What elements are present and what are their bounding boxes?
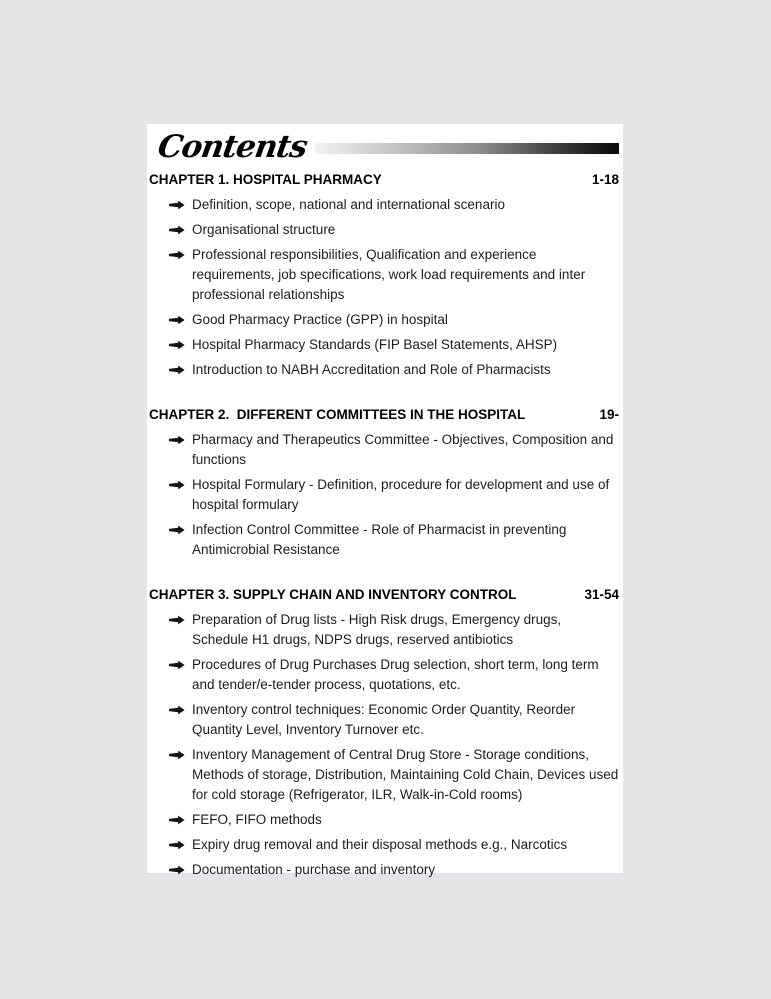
toc-item-text: Professional responsibilities, Qualification and experience requirements, job specifications, work load requirements and inter professional relationships <box>192 247 586 302</box>
arrow-right-icon <box>169 835 185 850</box>
arrow-right-icon <box>169 475 185 490</box>
toc-item <box>149 475 619 515</box>
chapter-page-range: 31-54 <box>584 587 619 602</box>
toc-item-text: Procedures of Drug Purchases Drug selection, short term, long term and tender/e-tender process, quotations, etc. <box>192 657 599 692</box>
arrow-right-icon <box>169 810 185 825</box>
chapter-heading: CHAPTER 2. DIFFERENT COMMITTEES IN THE HOSPITAL <box>149 407 526 422</box>
toc-item-text: Inventory Management of Central Drug Store - Storage conditions, Methods of storage, Distribution, Maintaining Cold Chain, Devices used for cold storage (Refrigerator, ILR, Walk-in-Cold rooms) <box>192 747 619 802</box>
chapter-section <box>149 405 619 560</box>
chapter-page-range: 19- <box>599 407 619 422</box>
toc-item <box>149 810 619 830</box>
toc-item-text: Preparation of Drug lists - High Risk drugs, Emergency drugs, Schedule H1 drugs, NDPS drugs, reserved antibiotics <box>192 612 562 647</box>
toc-list <box>149 170 619 880</box>
toc-item <box>149 835 619 855</box>
toc-item-text: Documentation - purchase and inventory <box>192 862 436 877</box>
toc-item <box>149 335 619 355</box>
chapter-section <box>149 585 619 880</box>
toc-item-text: Definition, scope, national and international scenario <box>192 197 505 212</box>
toc-item-text: Good Pharmacy Practice (GPP) in hospital <box>192 312 448 327</box>
toc-item-text: Infection Control Committee - Role of Pharmacist in preventing Antimicrobial Resistance <box>192 522 567 557</box>
toc-item <box>149 245 619 305</box>
arrow-right-icon <box>169 520 185 535</box>
arrow-right-icon <box>169 610 185 625</box>
gradient-rule <box>315 143 619 154</box>
toc-item <box>149 655 619 695</box>
arrow-right-icon <box>169 220 185 235</box>
toc-item <box>149 430 619 470</box>
chapter-head <box>149 170 619 190</box>
toc-item <box>149 220 619 240</box>
toc-item-text: FEFO, FIFO methods <box>192 812 322 827</box>
chapter-section <box>149 170 619 380</box>
arrow-right-icon <box>169 430 185 445</box>
toc-item <box>149 360 619 380</box>
chapter-head <box>149 585 619 605</box>
toc-item-text: Inventory control techniques: Economic Order Quantity, Reorder Quantity Level, Inventory Turnover etc. <box>192 702 576 737</box>
chapter-head <box>149 405 619 425</box>
arrow-right-icon <box>169 860 185 875</box>
chapter-heading: CHAPTER 1. HOSPITAL PHARMACY <box>149 172 382 187</box>
page-title: Contents <box>155 129 310 165</box>
document-page <box>147 124 623 877</box>
toc-item-text: Organisational structure <box>192 222 336 237</box>
toc-item-text: Pharmacy and Therapeutics Committee - Objectives, Composition and functions <box>192 432 614 467</box>
toc-item <box>149 610 619 650</box>
toc-item <box>149 745 619 805</box>
toc-item-text: Hospital Pharmacy Standards (FIP Basel Statements, AHSP) <box>192 337 558 352</box>
arrow-right-icon <box>169 360 185 375</box>
arrow-right-icon <box>169 195 185 210</box>
toc-item-text: Introduction to NABH Accreditation and Role of Pharmacists <box>192 362 551 377</box>
arrow-right-icon <box>169 335 185 350</box>
toc-item <box>149 520 619 560</box>
toc-header <box>149 127 619 167</box>
arrow-right-icon <box>169 310 185 325</box>
chapter-items <box>149 610 619 880</box>
chapter-items <box>149 195 619 380</box>
chapter-page-range: 1-18 <box>591 172 619 187</box>
toc-item <box>149 195 619 215</box>
arrow-right-icon <box>169 655 185 670</box>
toc-item <box>149 700 619 740</box>
chapter-items <box>149 430 619 560</box>
toc-item-text: Hospital Formulary - Definition, procedure for development and use of hospital formulary <box>192 477 610 512</box>
toc-item-text: Expiry drug removal and their disposal methods e.g., Narcotics <box>192 837 568 852</box>
arrow-right-icon <box>169 245 185 260</box>
arrow-right-icon <box>169 700 185 715</box>
toc-item <box>149 860 619 880</box>
arrow-right-icon <box>169 745 185 760</box>
toc-item <box>149 310 619 330</box>
chapter-heading: CHAPTER 3. SUPPLY CHAIN AND INVENTORY CONTROL <box>149 587 517 602</box>
